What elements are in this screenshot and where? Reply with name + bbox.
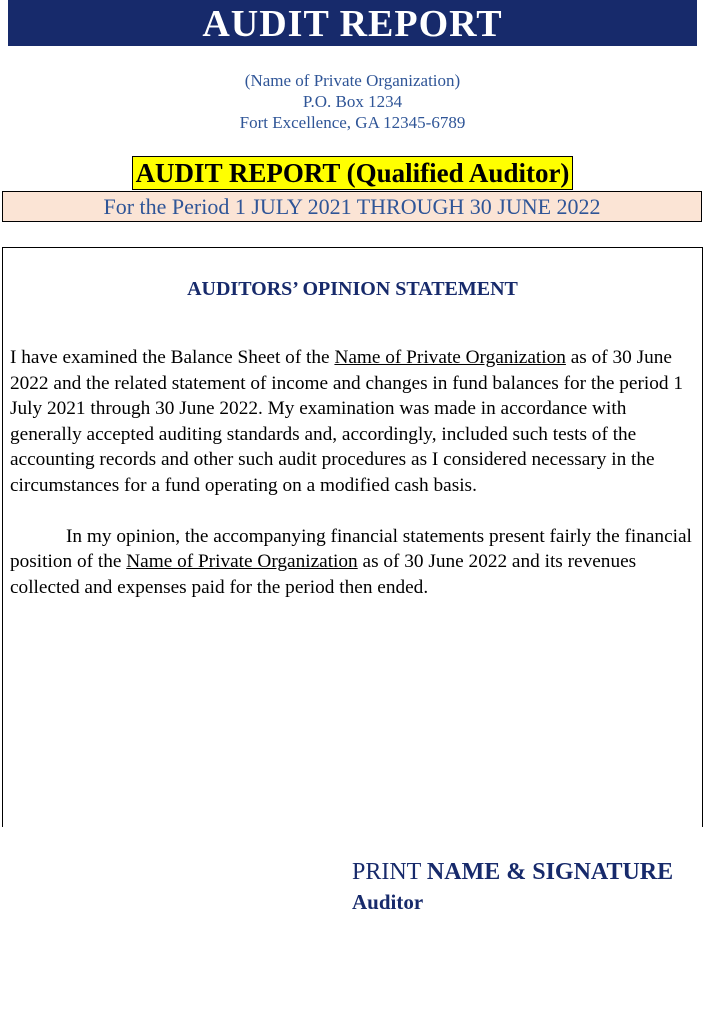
opinion-statement-box: [2, 247, 703, 827]
report-title: AUDIT REPORT: [202, 3, 503, 45]
p1-organization-name: Name of Private Organization: [334, 347, 566, 368]
auditor-role: Auditor: [352, 890, 424, 914]
signature-block: [352, 857, 673, 917]
organization-name: (Name of Private Organization): [244, 71, 461, 90]
report-title-banner: [8, 0, 697, 46]
organization-city: Fort Excellence, GA 12345-6789: [239, 113, 466, 132]
organization-address-block: [0, 70, 705, 133]
print-label: PRINT: [352, 859, 427, 885]
organization-po-box: P.O. Box 1234: [302, 92, 403, 111]
opinion-paragraph-2: [10, 524, 700, 601]
subtitle-wrap: [0, 156, 705, 190]
opinion-body: [10, 345, 700, 600]
report-period-text: For the Period 1 JULY 2021 THROUGH 30 JUNE 2022: [103, 194, 601, 219]
p2-after: as of 30 June 2022 and its revenues collected and expenses paid for the period then ended.: [10, 551, 637, 598]
report-subtitle: AUDIT REPORT (Qualified Auditor): [132, 156, 574, 190]
name-signature-label: NAME & SIGNATURE: [426, 859, 674, 885]
opinion-paragraph-1: [10, 345, 700, 498]
p1-before: I have examined the Balance Sheet of the: [10, 347, 335, 368]
opinion-heading: AUDITORS’ OPINION STATEMENT: [187, 278, 518, 300]
p2-organization-name: Name of Private Organization: [126, 551, 358, 572]
p1-after: as of 30 June 2022 and the related statement of income and changes in fund balances for the period 1 July 2021 through 30 June 2022. My examination was made in accordance with generally accepted auditing standards and, accordingly, included such tests of the accounting records and other such audit procedures as I considered necessary in the circumstances for a fund operating on a modified cash basis.: [10, 347, 683, 496]
report-period: [2, 191, 702, 222]
p2-before: In my opinion, the accompanying financial statements present fairly the financial position of the: [10, 525, 692, 572]
